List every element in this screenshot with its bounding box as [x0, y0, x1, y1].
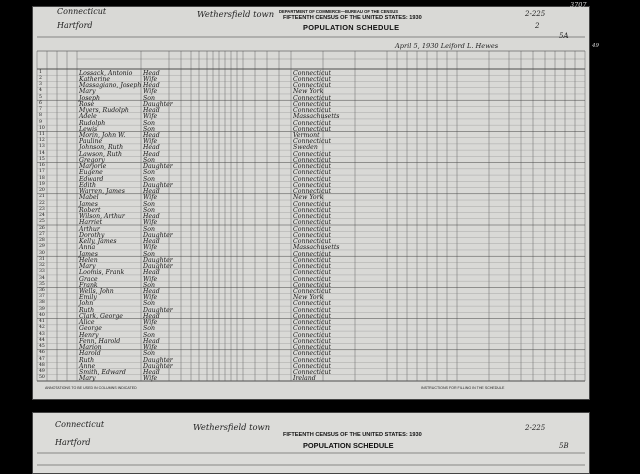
census-sheet-5b — [32, 412, 590, 474]
sheet-number-value: 5A — [559, 32, 569, 40]
annotations-note: ANNOTATIONS TO BE USED IN COLUMNS INDICATED — [45, 386, 137, 390]
row-line-number: 47 — [39, 356, 45, 362]
row-name: Warren, James — [79, 188, 125, 196]
row-line-number: 46 — [39, 350, 45, 356]
row-line-number: 18 — [39, 175, 45, 181]
row-birthplace: Connecticut — [293, 82, 331, 90]
row-line-number: 17 — [39, 169, 45, 175]
row-name: Adele — [79, 113, 97, 121]
row-relation: Head — [143, 188, 160, 196]
row-birthplace: Connecticut — [293, 344, 331, 352]
row-name: Johnson, Ruth — [79, 144, 124, 152]
row-name: Marion — [79, 344, 102, 352]
row-line-number: 23 — [39, 206, 45, 212]
row-birthplace: Connecticut — [293, 213, 331, 221]
row-name: Arthur — [79, 225, 100, 233]
row-name: Henry — [79, 331, 99, 339]
row-birthplace: Connecticut — [293, 188, 331, 196]
row-name: Rudolph — [79, 119, 106, 127]
row-line-number: 6 — [39, 100, 42, 106]
second-county-value: Hartford — [55, 438, 91, 447]
row-birthplace: Sweden — [293, 144, 318, 152]
row-birthplace: Connecticut — [293, 169, 331, 177]
row-relation: Wife — [143, 294, 158, 302]
row-birthplace: Connecticut — [293, 331, 331, 339]
row-relation: Wife — [143, 194, 158, 202]
place-value: Wethersfield town — [197, 9, 275, 19]
row-birthplace: Connecticut — [293, 319, 331, 327]
row-line-number: 27 — [39, 231, 45, 237]
row-relation: Head — [143, 69, 160, 77]
row-birthplace: Connecticut — [293, 275, 331, 283]
row-birthplace: Connecticut — [293, 100, 331, 108]
row-name: Alice — [79, 319, 95, 327]
row-name: Gregory — [79, 156, 105, 164]
row-birthplace: Connecticut — [293, 206, 331, 214]
row-relation: Son — [143, 169, 155, 177]
row-line-number: 33 — [39, 269, 45, 275]
row-name: Edith — [79, 181, 96, 189]
row-line-number: 19 — [39, 181, 45, 187]
row-name: Marjorie — [79, 163, 107, 171]
row-name: Harriet — [79, 219, 103, 227]
row-line-number: 21 — [39, 194, 45, 200]
second-place-value: Wethersfield town — [193, 422, 271, 432]
second-stamp-number: 3708 — [570, 415, 587, 423]
row-line-number: 41 — [39, 319, 45, 325]
row-line-number: 1 — [39, 69, 42, 75]
row-name: James — [79, 250, 98, 258]
row-birthplace: Connecticut — [293, 94, 331, 102]
county-value: Hartford — [57, 21, 93, 30]
row-relation: Head — [143, 82, 160, 90]
row-line-number: 28 — [39, 238, 45, 244]
row-name: Harold — [79, 350, 101, 358]
row-line-number: 36 — [39, 288, 45, 293]
row-line-number: 43 — [39, 331, 45, 337]
department-heading: DEPARTMENT OF COMMERCE—BUREAU OF THE CENSUS — [279, 9, 399, 14]
row-birthplace: Connecticut — [293, 337, 331, 345]
row-birthplace: Massachusetts — [293, 113, 340, 121]
row-birthplace: Vermont — [293, 132, 320, 139]
row-relation: Head — [143, 144, 160, 152]
row-birthplace: Massachusetts — [293, 244, 340, 252]
row-name: Massagiano, Joseph — [79, 82, 142, 90]
row-relation: Daughter — [143, 256, 173, 264]
row-birthplace: Connecticut — [293, 175, 331, 183]
row-birthplace: New York — [293, 88, 324, 96]
second-enumeration-district: 2-225 — [525, 424, 546, 432]
row-birthplace: Connecticut — [293, 288, 331, 295]
row-birthplace: Connecticut — [293, 312, 331, 320]
row-birthplace: New York — [293, 194, 324, 202]
row-line-number: 2 — [39, 75, 42, 81]
row-relation: Head — [143, 312, 160, 320]
row-name: Joseph — [79, 94, 100, 102]
row-relation: Son — [143, 206, 155, 214]
row-line-number: 15 — [39, 156, 45, 162]
row-line-number: 25 — [39, 219, 45, 225]
census-sheet-5a — [32, 6, 590, 400]
row-birthplace: Connecticut — [293, 325, 331, 333]
row-relation: Head — [143, 288, 160, 295]
second-state-value: Connecticut — [55, 420, 105, 429]
row-relation: Son — [143, 331, 155, 339]
row-name: Mary — [79, 263, 96, 271]
row-birthplace: Connecticut — [293, 256, 331, 264]
row-relation: Wife — [143, 138, 158, 146]
row-relation: Son — [143, 125, 155, 133]
row-name: Clark, George — [79, 312, 123, 320]
second-sheet-number: 5B — [559, 442, 569, 450]
row-name: Lossack, Antonio — [79, 69, 133, 77]
row-line-number: 48 — [39, 362, 45, 368]
row-birthplace: Connecticut — [293, 107, 331, 115]
stamp-number: 3707 — [570, 1, 587, 9]
row-relation: Son — [143, 119, 155, 127]
side-number: 49 — [592, 43, 599, 49]
row-name: Wells, John — [79, 288, 114, 295]
row-relation: Wife — [143, 88, 158, 96]
row-name: Mary — [79, 88, 96, 96]
row-birthplace: Connecticut — [293, 219, 331, 227]
row-relation: Son — [143, 350, 155, 358]
row-name: Anne — [79, 362, 96, 370]
row-relation: Head — [143, 369, 160, 377]
row-name: Fenn, Harold — [79, 337, 121, 345]
row-name: Smith, Edward — [79, 369, 126, 377]
row-relation: Son — [143, 156, 155, 164]
row-name: Katherine — [79, 75, 111, 83]
row-relation: Son — [143, 175, 155, 183]
row-name: Lewis — [79, 125, 98, 133]
row-relation: Son — [143, 300, 155, 308]
row-relation: Wife — [143, 244, 158, 252]
row-name: Loomis, Frank — [79, 269, 125, 277]
row-birthplace: Connecticut — [293, 350, 331, 358]
census-title: FIFTEENTH CENSUS OF THE UNITED STATES: 1930 — [283, 15, 422, 21]
row-relation: Head — [143, 132, 160, 139]
row-name: Kelly, James — [79, 238, 117, 246]
row-birthplace: Connecticut — [293, 181, 331, 189]
row-line-number: 50 — [39, 375, 45, 381]
row-name: Edward — [79, 175, 104, 183]
state-value: Connecticut — [57, 7, 107, 16]
row-relation: Head — [143, 337, 160, 345]
row-line-number: 30 — [39, 250, 45, 256]
row-line-number: 24 — [39, 213, 45, 219]
row-birthplace: Connecticut — [293, 281, 331, 289]
second-schedule-title: POPULATION SCHEDULE — [303, 441, 394, 450]
instructions-note: INSTRUCTIONS FOR FILLING IN THE SCHEDULE — [421, 386, 505, 390]
row-relation: Wife — [143, 113, 158, 121]
row-name: John — [79, 300, 94, 308]
row-birthplace: Connecticut — [293, 156, 331, 164]
row-birthplace: Connecticut — [293, 238, 331, 246]
row-line-number: 42 — [39, 325, 45, 331]
row-line-number: 34 — [39, 275, 45, 281]
row-birthplace: Connecticut — [293, 75, 331, 83]
row-line-number: 7 — [39, 107, 42, 113]
supervisors-district-value: 2 — [535, 22, 540, 30]
row-birthplace: Ireland — [293, 375, 316, 383]
row-line-number: 32 — [39, 263, 45, 269]
row-name: Ruth — [79, 356, 95, 364]
row-relation: Son — [143, 94, 155, 102]
row-relation: Daughter — [143, 181, 173, 189]
row-relation: Son — [143, 200, 155, 208]
row-birthplace: New York — [293, 294, 324, 302]
row-line-number: 16 — [39, 163, 45, 169]
row-name: Grace — [79, 275, 98, 283]
row-relation: Son — [143, 325, 155, 333]
row-line-number: 39 — [39, 306, 45, 312]
row-line-number: 31 — [39, 256, 45, 262]
row-birthplace: Connecticut — [293, 250, 331, 258]
row-birthplace: Connecticut — [293, 150, 331, 158]
row-line-number: 35 — [39, 281, 45, 287]
row-relation: Head — [143, 238, 160, 246]
row-line-number: 11 — [39, 132, 45, 137]
row-birthplace: Connecticut — [293, 269, 331, 277]
row-relation: Wife — [143, 75, 158, 83]
row-line-number: 8 — [39, 113, 42, 119]
row-relation: Son — [143, 281, 155, 289]
row-birthplace: Connecticut — [293, 125, 331, 133]
row-relation: Son — [143, 250, 155, 258]
row-name: James — [79, 200, 98, 208]
row-birthplace: Connecticut — [293, 362, 331, 370]
row-relation: Daughter — [143, 263, 173, 271]
row-name: Eugene — [79, 169, 103, 177]
row-line-number: 44 — [39, 337, 45, 343]
row-relation: Daughter — [143, 356, 173, 364]
row-relation: Wife — [143, 344, 158, 352]
row-name: Lawson, Ruth — [79, 150, 123, 158]
row-line-number: 3 — [39, 82, 42, 88]
row-relation: Daughter — [143, 306, 173, 314]
row-line-number: 4 — [39, 88, 42, 94]
row-line-number: 22 — [39, 200, 45, 206]
schedule-title: POPULATION SCHEDULE — [303, 23, 400, 32]
row-birthplace: Connecticut — [293, 300, 331, 308]
row-line-number: 13 — [39, 144, 45, 150]
row-relation: Head — [143, 150, 160, 158]
row-line-number: 37 — [39, 294, 45, 300]
row-name: Ruth — [79, 306, 95, 314]
row-line-number: 38 — [39, 300, 45, 306]
row-relation: Daughter — [143, 100, 173, 108]
row-line-number: 5 — [39, 94, 42, 100]
row-relation: Wife — [143, 319, 158, 327]
row-birthplace: Connecticut — [293, 231, 331, 239]
row-line-number: 20 — [39, 188, 45, 194]
row-birthplace: Connecticut — [293, 369, 331, 377]
row-birthplace: Connecticut — [293, 119, 331, 127]
row-relation: Head — [143, 269, 160, 277]
row-line-number: 14 — [39, 150, 45, 156]
row-birthplace: Connecticut — [293, 306, 331, 314]
row-name: Mabel — [79, 194, 99, 202]
row-name: Myers, Rudolph — [79, 107, 129, 115]
enumerator-line: April 5, 1930 Leiford L. Hewes — [395, 42, 499, 50]
row-name: Helen — [79, 256, 98, 264]
row-birthplace: Connecticut — [293, 200, 331, 208]
row-birthplace: Connecticut — [293, 69, 331, 77]
row-name: Anna — [79, 244, 96, 252]
enumeration-district-value: 2-225 — [525, 10, 546, 18]
row-line-number: 29 — [39, 244, 45, 250]
row-name: Frank — [79, 281, 98, 289]
row-name: Wilson, Arthur — [79, 213, 125, 221]
row-relation: Head — [143, 107, 160, 115]
row-relation: Daughter — [143, 163, 173, 171]
row-name: Emily — [79, 294, 97, 302]
row-relation: Son — [143, 225, 155, 233]
row-line-number: 9 — [39, 119, 42, 125]
row-birthplace: Connecticut — [293, 263, 331, 271]
row-line-number: 40 — [39, 312, 45, 318]
second-census-title: FIFTEENTH CENSUS OF THE UNITED STATES: 1930 — [283, 432, 422, 438]
row-birthplace: Connecticut — [293, 138, 331, 146]
row-name: Dorothy — [79, 231, 105, 239]
row-name: Pauline — [79, 138, 103, 146]
row-relation: Wife — [143, 375, 158, 383]
row-relation: Wife — [143, 275, 158, 283]
row-birthplace: Connecticut — [293, 163, 331, 171]
row-name: George — [79, 325, 102, 333]
row-line-number: 12 — [39, 138, 45, 144]
row-line-number: 49 — [39, 369, 45, 375]
row-relation: Daughter — [143, 362, 173, 370]
row-name: Mary — [79, 375, 96, 383]
row-name: Robert — [79, 206, 101, 214]
row-line-number: 26 — [39, 225, 45, 231]
row-relation: Wife — [143, 219, 158, 227]
row-relation: Daughter — [143, 231, 173, 239]
row-relation: Head — [143, 213, 160, 221]
row-name: Rose — [79, 100, 95, 108]
row-birthplace: Connecticut — [293, 225, 331, 233]
row-name: Morin, John W. — [79, 132, 126, 139]
row-line-number: 10 — [39, 125, 45, 131]
row-line-number: 45 — [39, 344, 45, 350]
row-birthplace: Connecticut — [293, 356, 331, 364]
